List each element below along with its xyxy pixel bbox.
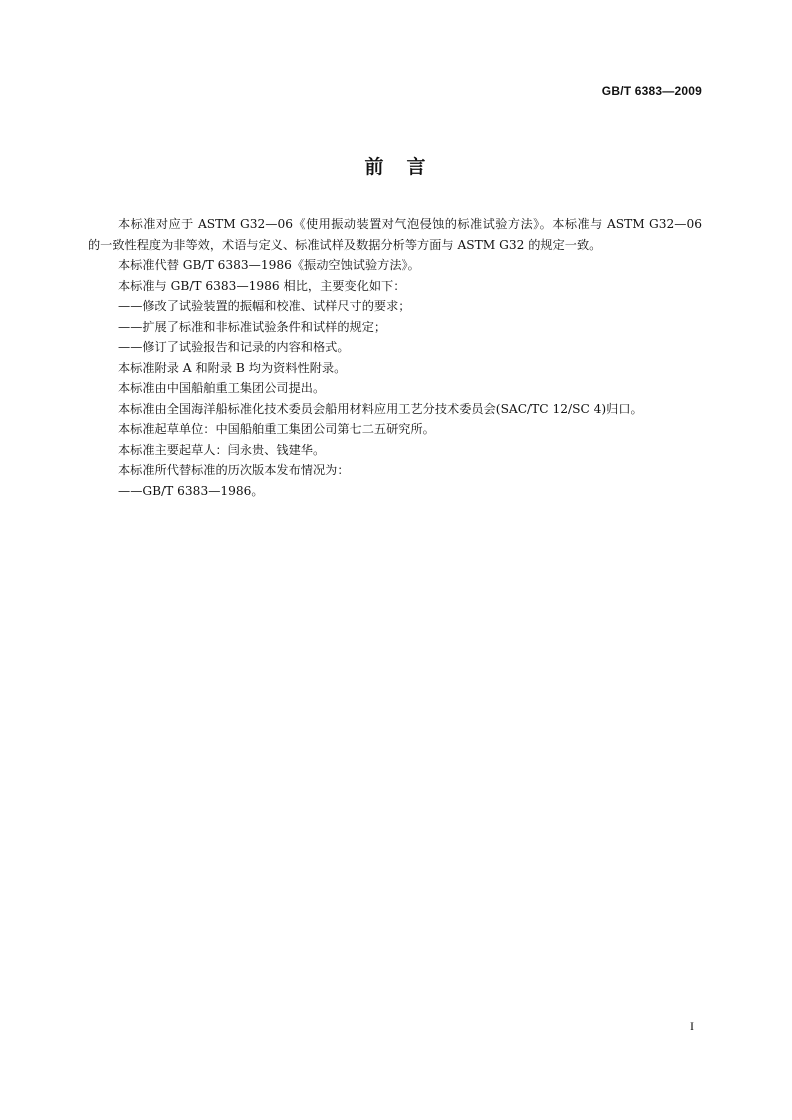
foreword-body [88,214,702,501]
change-item: ——修改了试验装置的振幅和校准、试样尺寸的要求； [118,299,411,313]
paragraph-history-intro: 本标准所代替标准的历次版本发布情况为： [118,463,350,477]
page-number: I [690,1019,694,1033]
paragraph-replaces: 本标准代替 GB/T 6383—1986《振动空蚀试验方法》。 [118,258,420,272]
paragraph-drafting-unit: 本标准起草单位：中国船舶重工集团公司第七二五研究所。 [118,422,435,436]
history-item: ——GB/T 6383—1986。 [118,483,264,498]
paragraph-correspondence: 本标准对应于 ASTM G32—06《使用振动装置对气泡侵蚀的标准试验方法》。本标准与 ASTM G32—06 的一致性程度为非等效，术语与定义、标准试样及数据分析等方面与 ASTM G32 的规定一致。 [88,217,702,252]
paragraph-changes-intro: 本标准与 GB/T 6383—1986 相比，主要变化如下： [118,278,406,293]
paragraph-committee: 本标准由全国海洋船标准化技术委员会船用材料应用工艺分技术委员会(SAC/TC 12/SC 4)归口。 [118,401,643,416]
standard-code: GB/T 6383—2009 [601,84,702,98]
page-title: 前 言 [364,156,428,178]
paragraph-drafters: 本标准主要起草人：闫永贵、钱建华。 [118,442,326,457]
paragraph-annexes: 本标准附录 A 和附录 B 均为资料性附录。 [118,360,347,375]
change-item: ——扩展了标准和非标准试验条件和试样的规定； [118,319,387,334]
paragraph-proposer: 本标准由中国船舶重工集团公司提出。 [118,381,326,395]
change-item: ——修订了试验报告和记录的内容和格式。 [118,340,350,354]
